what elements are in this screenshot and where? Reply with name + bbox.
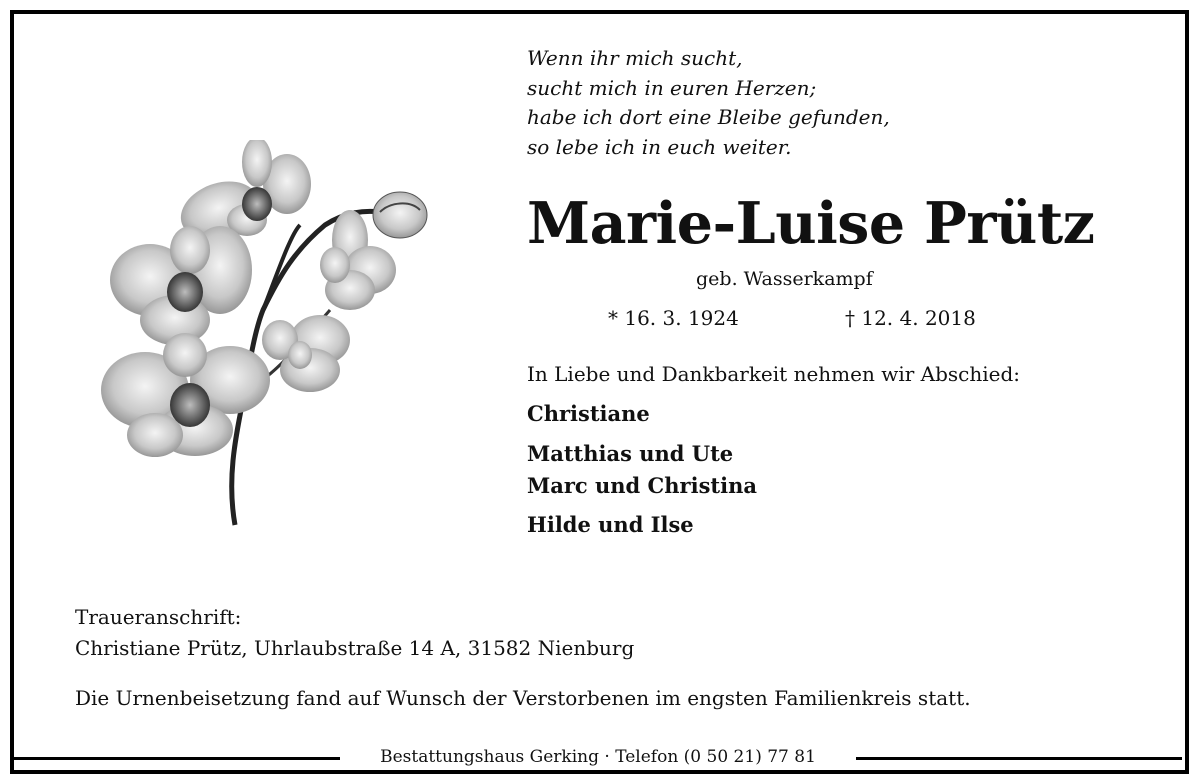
birth-date: * 16. 3. 1924 <box>608 306 739 330</box>
poem-line: sucht mich in euren Herzen; <box>527 75 817 100</box>
family-member: Matthias und Ute <box>527 441 734 466</box>
family-member: Marc und Christina <box>527 473 757 498</box>
address-line: Christiane Prütz, Uhrlaubstraße 14 A, 31582 Nienburg <box>75 636 635 660</box>
orchid-icon <box>95 140 435 530</box>
poem-line: Wenn ihr mich sucht, <box>527 46 743 70</box>
footer-rule-right <box>852 757 1182 760</box>
address-label: Traueranschrift: <box>75 605 242 629</box>
funeral-home-footer: Bestattungshaus Gerking · Telefon (0 50 21) 77 81 <box>340 747 856 767</box>
poem-line: habe ich dort eine Bleibe gefunden, <box>527 105 890 129</box>
burial-note: Die Urnenbeisetzung fand auf Wunsch der Verstorbenen im engsten Familienkreis statt. <box>75 686 971 710</box>
mourning-address <box>75 602 634 664</box>
birth-name: geb. Wasserkampf <box>696 268 873 290</box>
death-date: † 12. 4. 2018 <box>845 306 976 330</box>
poem <box>527 44 890 162</box>
family-member: Hilde und Ilse <box>527 512 694 537</box>
poem-line: so lebe ich in euch weiter. <box>527 134 792 159</box>
deceased-name: Marie-Luise Prütz <box>527 190 1095 257</box>
farewell-intro: In Liebe und Dankbarkeit nehmen wir Abschied: <box>527 362 1020 386</box>
family-member: Christiane <box>527 401 650 426</box>
footer-rule-left <box>12 757 344 760</box>
